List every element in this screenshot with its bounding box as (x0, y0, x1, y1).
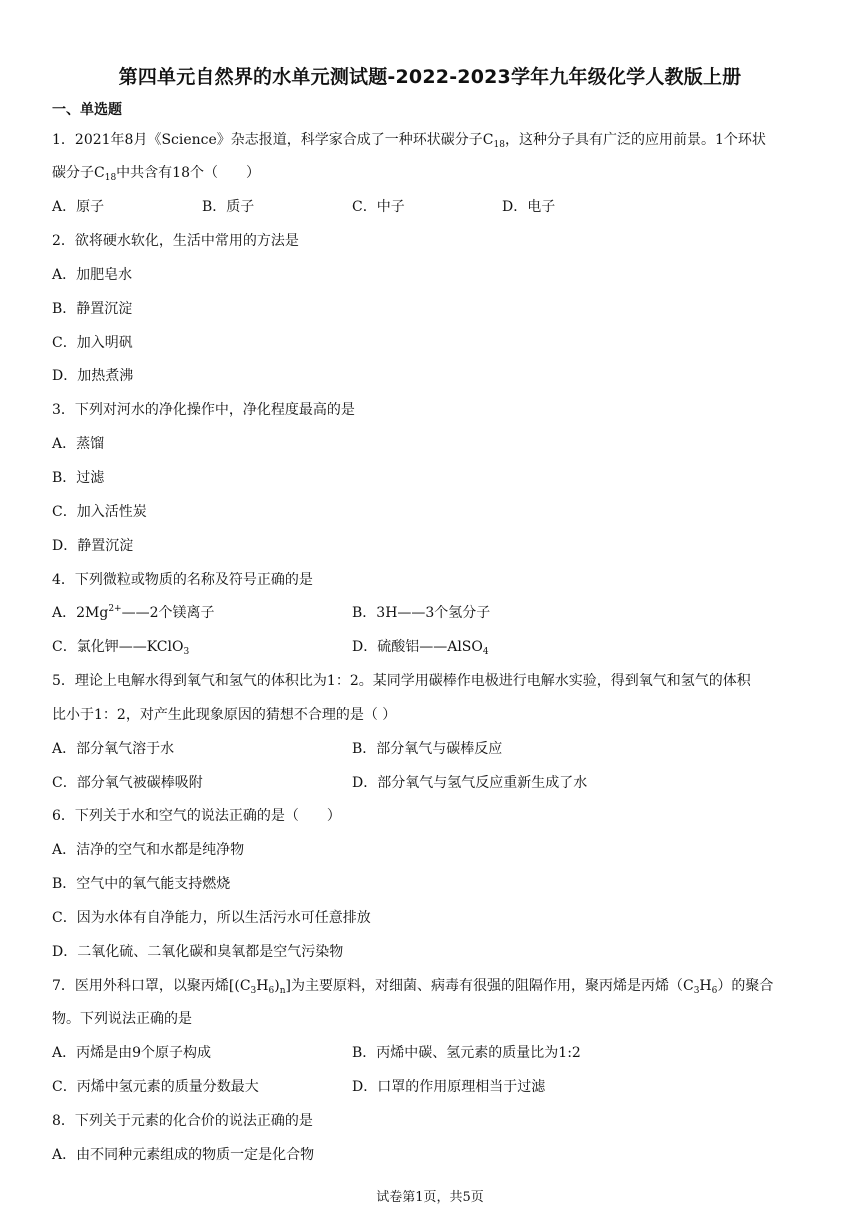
q7-stem-line1: 7．医用外科口罩，以聚丙烯$[(C_3H_6)_n]$为主要原料，对细菌、病毒有很强的阻隔作用，聚丙烯是丙烯$(C_3H_6)$的聚合 (52, 978, 774, 996)
q1-option-d: D．电子 (502, 199, 556, 215)
q6-option-d: D．二氧化硫、二氧化碳和臭氧都是空气污染物 (52, 944, 344, 960)
q5-stem-line2: 比小于1：2，对产生此现象原因的猜想不合理的是（ ） (52, 707, 397, 723)
q4-stem: 4．下列微粒或物质的名称及符号正确的是 (52, 572, 313, 588)
q8-stem: 8．下列关于元素的化合价的说法正确的是 (52, 1113, 313, 1129)
section-heading: 一、单选题 (52, 102, 122, 118)
q6-stem: 6．下列关于水和空气的说法正确的是（ ） (52, 808, 341, 824)
q6-option-b: B．空气中的氧气能支持燃烧 (52, 876, 231, 892)
q2-option-b: B．静置沉淀 (52, 301, 133, 317)
q5-option-d: D．部分氧气与氢气反应重新生成了水 (352, 775, 588, 791)
q7-option-c: C．丙烯中氢元素的质量分数最大 (52, 1079, 259, 1095)
q7-option-b: B．丙烯中碳、氢元素的质量比为1:2 (352, 1045, 581, 1061)
q7-option-d: D．口罩的作用原理相当于过滤 (352, 1079, 546, 1095)
q1-stem-line1: 1．2021年8月《Science》杂志报道，科学家合成了一种环状碳分子$C_{18}$，这种分子具有广泛的应用前景。1个环状 (52, 132, 766, 150)
q4-option-b: B．3H——3个氢分子 (352, 605, 491, 621)
q2-option-a: A．加肥皂水 (52, 267, 133, 283)
q6-option-a: A．洁净的空气和水都是纯净物 (52, 842, 245, 858)
q8-option-a: A．由不同种元素组成的物质一定是化合物 (52, 1147, 315, 1163)
q2-option-c: C．加入明矾 (52, 335, 133, 351)
q6-option-c: C．因为水体有自净能力，所以生活污水可任意排放 (52, 910, 371, 926)
q5-option-b: B．部分氧气与碳棒反应 (352, 741, 503, 757)
q3-option-a: A．蒸馏 (52, 436, 105, 452)
q5-stem-line1: 5．理论上电解水得到氧气和氢气的体积比为1：2。某同学用碳棒作电极进行电解水实验，得到氧气和氢气的体积 (52, 673, 751, 689)
q5-option-a: A．部分氧气溶于水 (52, 741, 175, 757)
q4-option-a: A．$2Mg^{2+}——2$个镁离子 (52, 604, 215, 621)
q4-option-d: D．硫酸铝——AlSO$_4$ (352, 639, 489, 657)
q1-option-a: A．原子 (52, 199, 105, 215)
q1-stem-line2: 碳分子$C_{18}$中共含有18个（ ） (52, 165, 260, 183)
page-footer: 试卷第1页，共5页 (376, 1190, 484, 1205)
q2-option-d: D．加热煮沸 (52, 368, 134, 384)
page-title: 第四单元自然界的水单元测试题-2022-2023学年九年级化学人教版上册 (118, 66, 742, 88)
q4-option-c: C．氯化钾——KClO$_3$ (52, 639, 190, 657)
q7-option-a: A．丙烯是由9个原子构成 (52, 1045, 212, 1061)
q3-option-b: B．过滤 (52, 470, 105, 486)
q2-stem: 2．欲将硬水软化，生活中常用的方法是 (52, 233, 299, 249)
q3-stem: 3．下列对河水的净化操作中，净化程度最高的是 (52, 402, 355, 418)
q3-option-c: C．加入活性炭 (52, 504, 147, 520)
q1-option-b: B．质子 (202, 199, 255, 215)
q7-stem-line2: 物。下列说法正确的是 (52, 1011, 192, 1027)
q1-option-c: C．中子 (352, 199, 405, 215)
q3-option-d: D．静置沉淀 (52, 538, 134, 554)
q5-option-c: C．部分氧气被碳棒吸附 (52, 775, 203, 791)
